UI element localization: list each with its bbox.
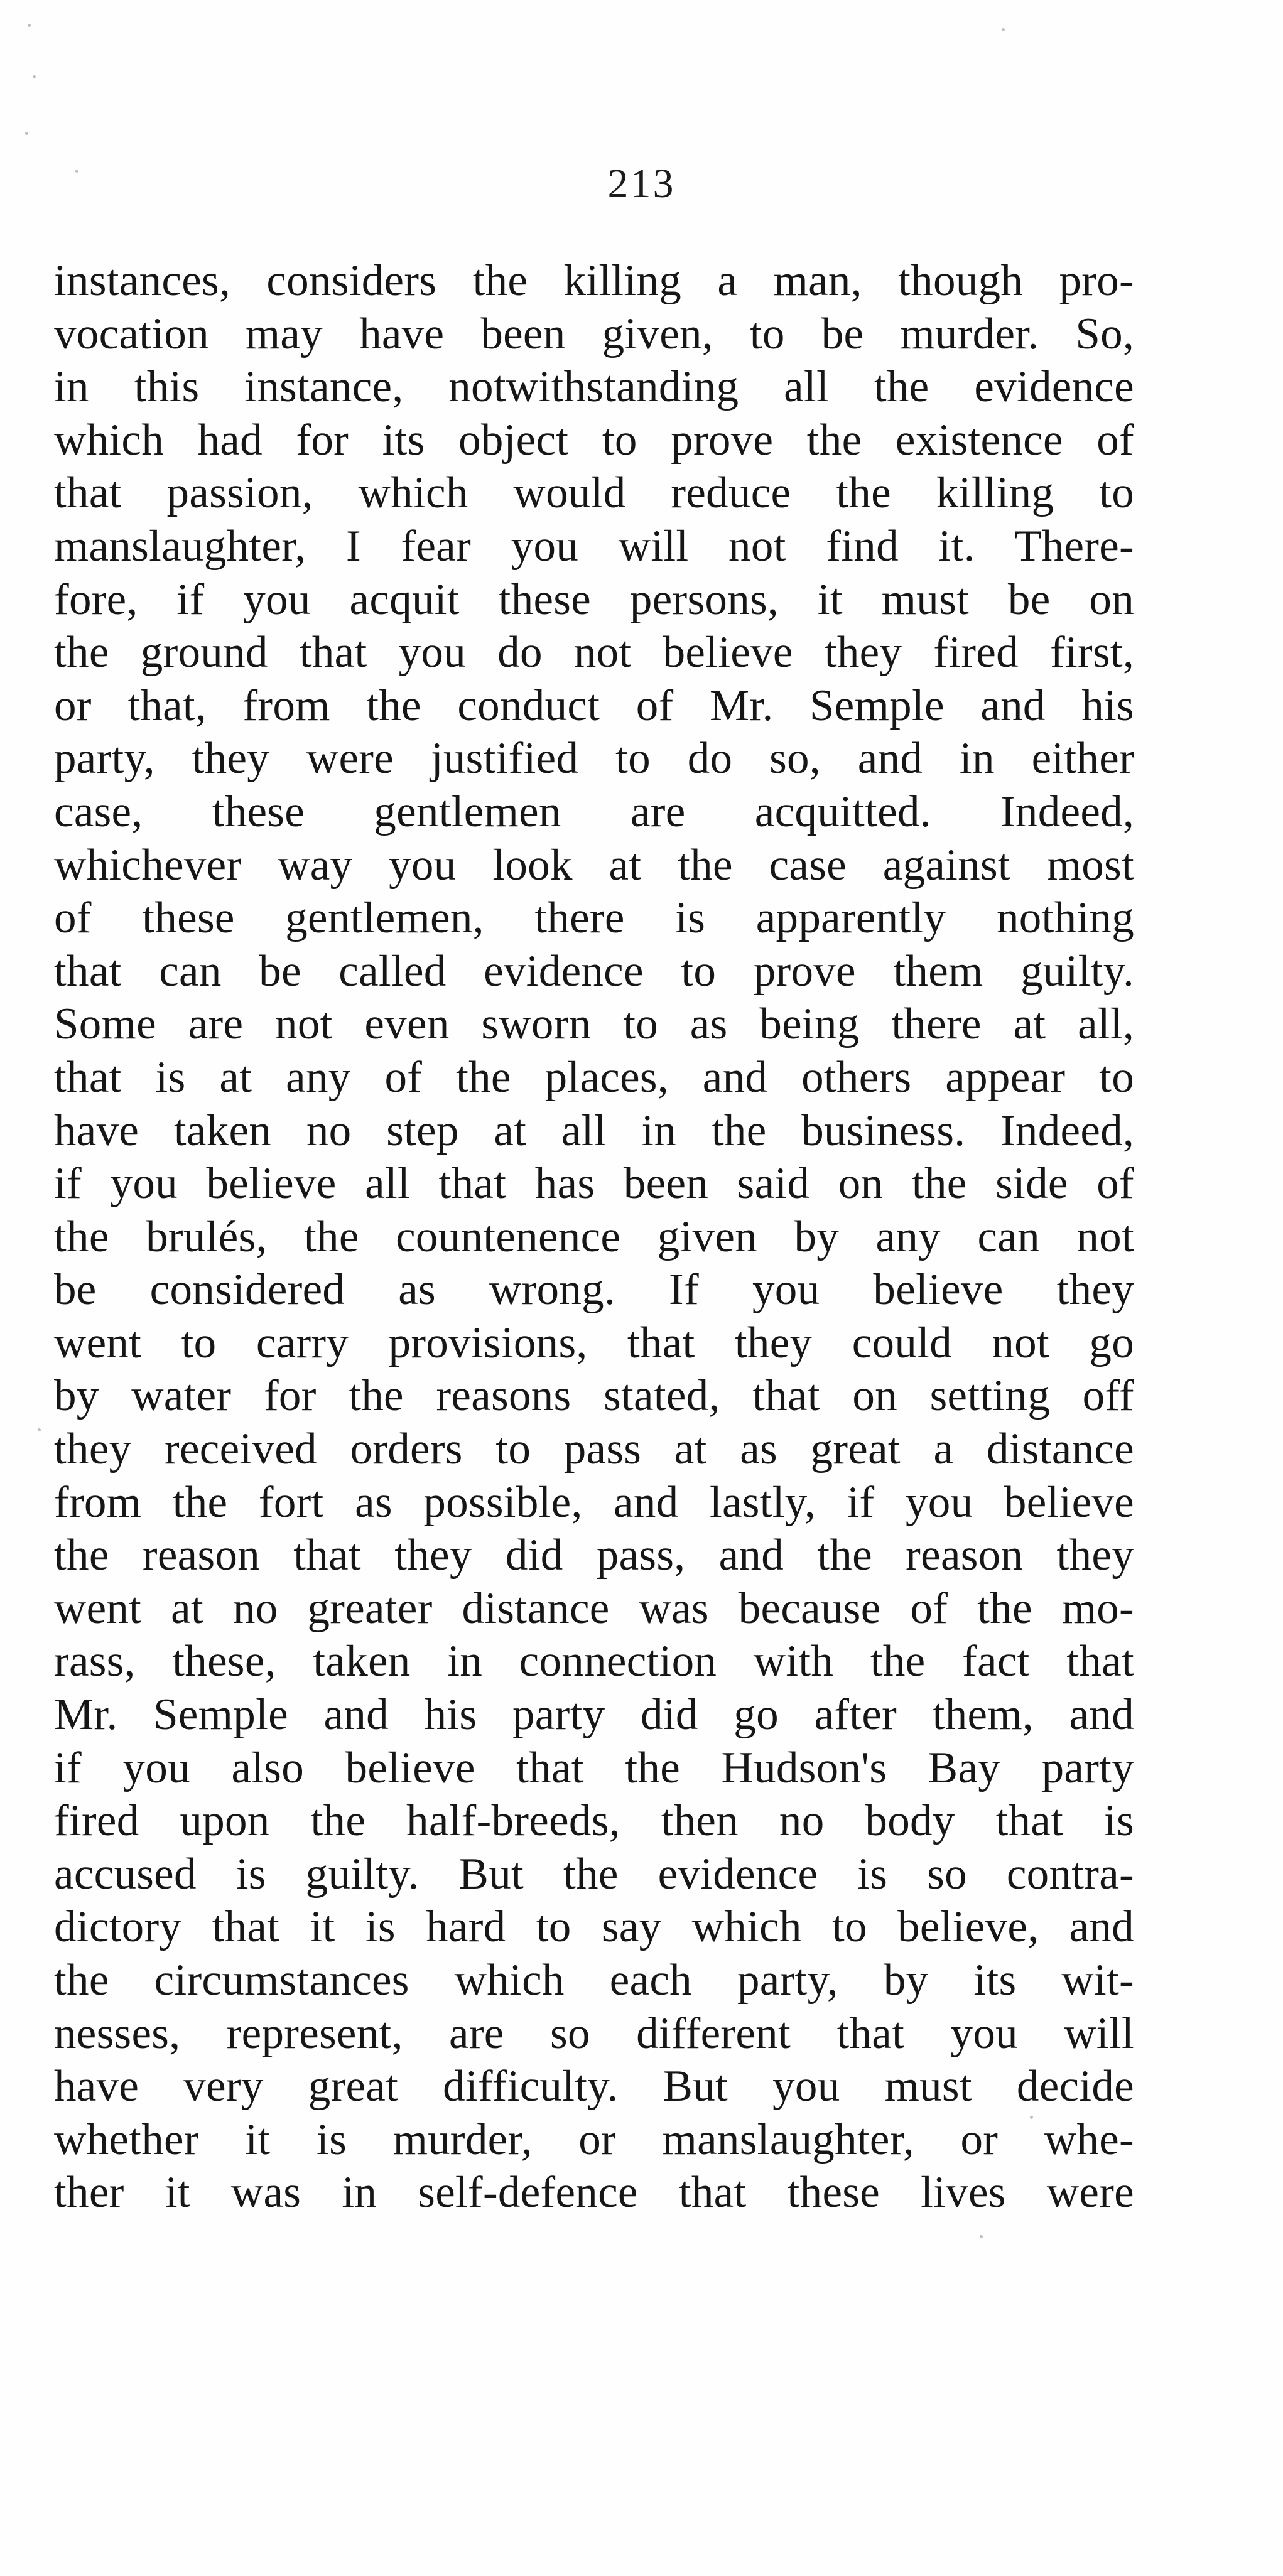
text-line: have taken no step at all in the business. Indeed, — [54, 1106, 1134, 1155]
text-line: ther it was in self-defence that these lives were — [54, 2168, 1134, 2218]
text-line: rass, these, taken in connection with the fact that — [54, 1637, 1134, 1686]
text-line: dictory that it is hard to say which to believe, and — [54, 1902, 1134, 1952]
text-line: if you also believe that the Hudson's Bay party — [54, 1743, 1134, 1792]
text-line: or that, from the conduct of Mr. Semple and his — [54, 681, 1134, 730]
text-line: if you believe all that has been said on the side of — [54, 1159, 1134, 1209]
text-line: fore, if you acquit these persons, it must be on — [54, 574, 1134, 624]
margin-speck — [25, 132, 28, 135]
margin-speck — [1002, 28, 1005, 31]
text-line: manslaughter, I fear you will not find it. There- — [54, 521, 1134, 571]
margin-speck — [980, 2235, 983, 2238]
text-line: be considered as wrong. If you believe they — [54, 1265, 1134, 1315]
text-line: have very great difficulty. But you must decide — [54, 2062, 1134, 2111]
margin-speck — [33, 75, 36, 78]
text-line: vocation may have been given, to be murder. So, — [54, 309, 1134, 358]
text-line: they received orders to pass at as great a distance — [54, 1425, 1134, 1474]
text-line: the brulés, the countenence given by any can not — [54, 1212, 1134, 1261]
text-line: instances, considers the killing a man, though pro- — [54, 256, 1134, 305]
text-line: party, they were justified to do so, and in either — [54, 734, 1134, 784]
text-line: the ground that you do not believe they fired first, — [54, 628, 1134, 677]
text-line: that passion, which would reduce the killing to — [54, 468, 1134, 518]
text-line: in this instance, notwithstanding all the evidence — [54, 362, 1134, 412]
text-line: from the fort as possible, and lastly, if you believe — [54, 1477, 1134, 1527]
text-line: of these gentlemen, there is apparently nothing — [54, 893, 1134, 943]
text-line: the circumstances which each party, by its wit- — [54, 1956, 1134, 2005]
text-line: case, these gentlemen are acquitted. Indeed, — [54, 787, 1134, 836]
text-line: went to carry provisions, that they could not go — [54, 1318, 1134, 1367]
text-line: accused is guilty. But the evidence is so contra- — [54, 1849, 1134, 1899]
text-line: fired upon the half-breeds, then no body that is — [54, 1796, 1134, 1846]
text-line: whichever way you look at the case against most — [54, 840, 1134, 890]
text-line: nesses, represent, are so different that you will — [54, 2008, 1134, 2058]
text-line: whether it is murder, or manslaughter, or whe- — [54, 2115, 1134, 2164]
text-line: by water for the reasons stated, that on setting off — [54, 1371, 1134, 1421]
margin-speck — [28, 24, 31, 27]
text-line: that is at any of the places, and others appear to — [54, 1052, 1134, 1102]
text-line: that can be called evidence to prove them guilty. — [54, 946, 1134, 996]
text-line: went at no greater distance was because of the mo- — [54, 1583, 1134, 1633]
text-line: the reason that they did pass, and the reason they — [54, 1531, 1134, 1580]
margin-speck — [38, 1428, 41, 1431]
text-line: Mr. Semple and his party did go after them, and — [54, 1690, 1134, 1740]
text-line: which had for its object to prove the existence of — [54, 415, 1134, 465]
page-number: 213 — [607, 161, 676, 207]
text-line: Some are not even sworn to as being there at all, — [54, 1000, 1134, 1049]
body-text — [54, 254, 1134, 2219]
